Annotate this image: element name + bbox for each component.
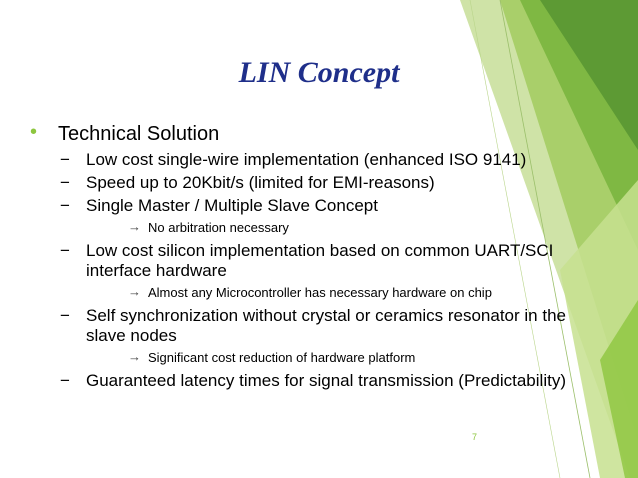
dash-icon: −	[60, 241, 70, 260]
slide-title: LIN Concept	[238, 56, 400, 89]
arrow-icon: →	[128, 284, 141, 299]
point-text: Guaranteed latency times for signal transmission (Predictability)	[86, 371, 566, 390]
point-text: Low cost silicon implementation based on common UART/SCI interface hardware	[86, 241, 554, 280]
main-bullet	[24, 122, 604, 146]
point-text: Low cost single-wire implementation (enhanced ISO 9141)	[86, 150, 527, 169]
point-5	[24, 306, 604, 346]
sub-point-text: No arbitration necessary	[148, 220, 289, 235]
sub-point-5	[24, 349, 604, 366]
dash-icon: −	[60, 173, 70, 192]
sub-point-text: Almost any Microcontroller has necessary hardware on chip	[148, 285, 492, 300]
dash-icon: −	[60, 150, 70, 169]
point-6	[24, 371, 604, 391]
point-3	[24, 196, 604, 216]
sub-point-text: Significant cost reduction of hardware platform	[148, 350, 416, 365]
point-text: Single Master / Multiple Slave Concept	[86, 196, 378, 215]
dash-icon: −	[60, 306, 70, 325]
arrow-icon: →	[128, 219, 141, 234]
bullet-icon: •	[30, 121, 38, 143]
main-bullet-text: Technical Solution	[58, 123, 220, 145]
dash-icon: −	[60, 196, 70, 215]
point-text: Speed up to 20Kbit/s (limited for EMI-reasons)	[86, 173, 435, 192]
page-number: 7	[472, 432, 478, 442]
dash-icon: −	[60, 371, 70, 390]
sub-point-4	[24, 284, 604, 301]
slide-content	[24, 122, 604, 393]
point-1	[24, 150, 604, 170]
point-text: Self synchronization without crystal or ceramics resonator in the slave nodes	[86, 306, 566, 345]
point-2	[24, 173, 604, 193]
sub-point-3	[24, 219, 604, 236]
point-4	[24, 241, 604, 281]
arrow-icon: →	[128, 349, 141, 364]
